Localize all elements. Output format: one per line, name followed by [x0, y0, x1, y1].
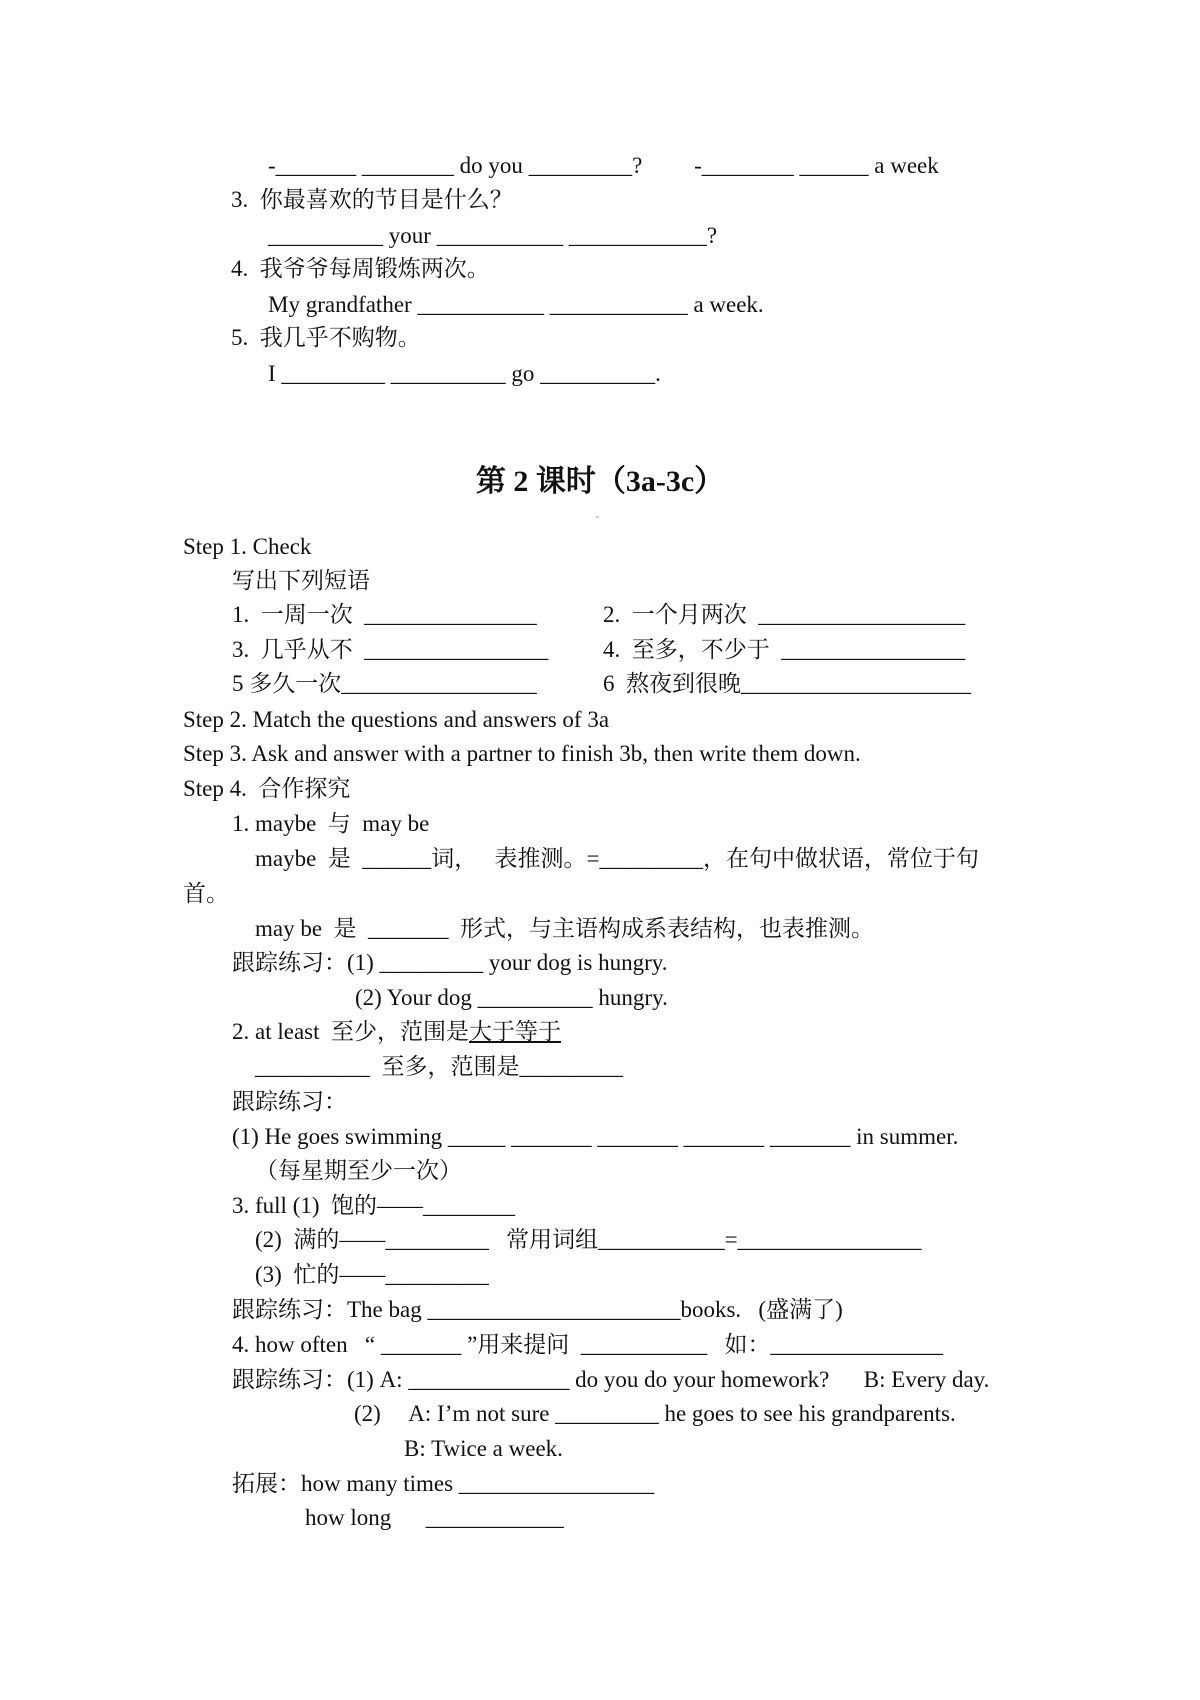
point-1-practice-2: (2) Your dog __________ hungry.	[355, 985, 668, 1010]
point-3-line-b: (2) 满的——_________ 常用词组___________=________________	[255, 1227, 922, 1252]
point-2-underlined: 大于等于	[469, 1019, 561, 1044]
point-2-line-b: __________ 至多，范围是_________	[255, 1054, 623, 1079]
step-1-heading: Step 1. Check	[183, 534, 312, 559]
point-4: 4. how often “ _______ ”用来提问 ___________ 如：_______________	[232, 1332, 944, 1357]
speck	[596, 516, 599, 518]
phrase-6: 6 熬夜到很晚____________________	[603, 671, 971, 696]
phrase-5: 5 多久一次_________________	[232, 671, 537, 696]
point-3-practice: 跟踪练习：The bag ______________________books. (盛满了)	[232, 1297, 843, 1322]
point-2-practice-1: (1) He goes swimming _____ _______ _______ _______ _______ in summer.	[232, 1124, 959, 1149]
section-title: 第 2 课时（3a-3c）	[475, 465, 725, 498]
phrase-2: 2. 一个月两次 __________________	[603, 602, 966, 627]
step-4-heading: Step 4. 合作探究	[183, 776, 351, 801]
phrase-4: 4. 至多，不少于 ________________	[603, 637, 966, 662]
point-1-practice-1: 跟踪练习：(1) _________ your dog is hungry.	[232, 950, 668, 975]
point-1-line-a-wrap: 首。	[183, 881, 229, 906]
point-2-practice-label: 跟踪练习：	[232, 1089, 347, 1114]
phrase-1: 1. 一周一次 _______________	[232, 602, 537, 627]
point-4-practice-2-answer: B: Twice a week.	[404, 1436, 563, 1461]
extension-1: 拓展：how many times _________________	[232, 1471, 655, 1496]
extension-2: how long ____________	[305, 1505, 564, 1530]
point-2-hint: （每星期至少一次）	[255, 1158, 462, 1183]
step-2-heading: Step 2. Match the questions and answers of 3a	[183, 707, 610, 732]
step-1-instruction: 写出下列短语	[232, 568, 370, 593]
point-1-line-a: maybe 是 ______词， 表推测。=_________，在句中做状语，常位于句	[255, 846, 980, 871]
point-2-text: 2. at least 至少，范围是	[232, 1019, 469, 1044]
point-4-practice-2: (2) A: I’m not sure _________ he goes to see his grandparents.	[354, 1401, 956, 1426]
step-3-heading: Step 3. Ask and answer with a partner to finish 3b, then write them down.	[183, 741, 861, 766]
question-5: 5. 我几乎不购物。	[231, 325, 421, 350]
point-3-line-c: (3) 忙的——_________	[255, 1262, 489, 1287]
phrase-3: 3. 几乎从不 ________________	[232, 637, 549, 662]
question-4: 4. 我爷爷每周锻炼两次。	[231, 256, 490, 281]
answer-5: I _________ __________ go __________.	[268, 361, 661, 386]
point-2	[232, 1018, 561, 1046]
answer-3: __________ your ___________ ____________?	[268, 223, 718, 248]
question-3: 3. 你最喜欢的节目是什么？	[231, 187, 513, 212]
point-1-line-b: may be 是 _______ 形式，与主语构成系表结构，也表推测。	[255, 916, 875, 941]
point-3: 3. full (1) 饱的——________	[232, 1193, 516, 1218]
text-line: -_______ ________ do you _________? -________ ______ a week	[268, 153, 939, 178]
point-4-practice-1: 跟踪练习：(1) A: ______________ do you do your homework? B: Every day.	[232, 1367, 990, 1392]
answer-4: My grandfather ___________ ____________ a week.	[268, 292, 764, 317]
point-1: 1. maybe 与 may be	[232, 811, 430, 836]
